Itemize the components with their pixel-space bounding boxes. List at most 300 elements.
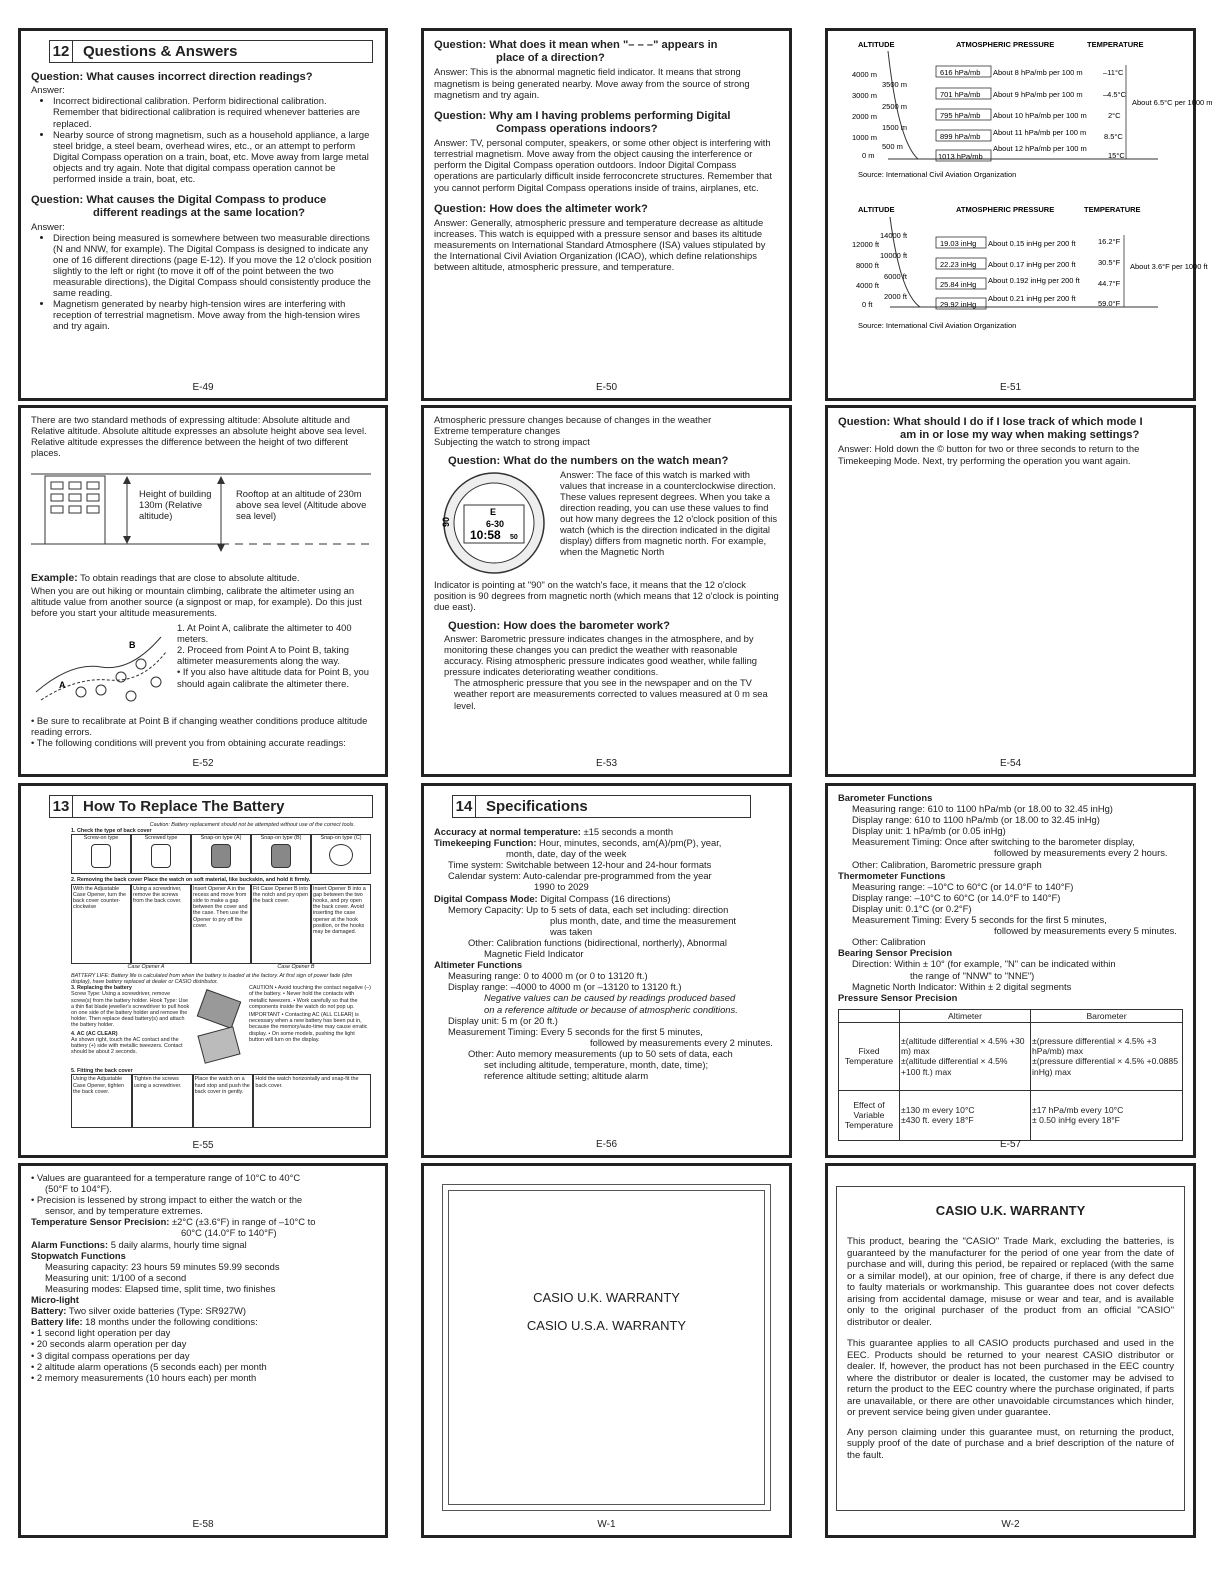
- spec-line: [434, 926, 779, 937]
- section-title: Questions & Answers: [83, 42, 238, 60]
- spec-line: [31, 1372, 375, 1383]
- spec-line: [838, 925, 1183, 936]
- spec-line: [838, 803, 1183, 814]
- spec-value: Memory Capacity: Up to 5 sets of data, each set including: direction: [448, 903, 729, 915]
- question: [434, 110, 779, 136]
- section-title: How To Replace The Battery: [83, 797, 285, 815]
- spec-value: • 2 altitude alarm operations (5 seconds each) per month: [31, 1360, 267, 1372]
- spec-line: [434, 904, 779, 915]
- question: [31, 194, 375, 220]
- spec-value: ±2°C (±3.6°F) in range of –10°C to: [169, 1216, 316, 1228]
- warranty-frame-inner: [448, 1190, 765, 1505]
- pressure-value: 19.03 inHg: [940, 239, 977, 248]
- spec-value: Measurement Timing: Every 5 seconds for the first 5 minutes,: [448, 1025, 703, 1037]
- spec-value: reference altitude setting; altitude alarm: [484, 1070, 649, 1082]
- removal-cell: Using a screwdriver, remove the screws from the back cover.: [131, 884, 191, 964]
- alt-label: 1500 m: [882, 123, 908, 132]
- spec-line: [838, 847, 1183, 858]
- intro-text: There are two standard methods of expressing altitude: Absolute altitude and Relative altitude. Absolute altitude expresses an absolute height above sea level. Relative altitude expresses the difference between the height of two different places.: [31, 414, 367, 459]
- spec-value: (50°F to 104°F).: [45, 1183, 112, 1195]
- spec-value: sensor, and by temperature extremes.: [45, 1205, 203, 1217]
- rate-label: About 0.21 inHg per 200 ft: [988, 294, 1076, 303]
- rate-label: About 12 hPa/mb per 100 m: [993, 144, 1087, 153]
- spec-line: [31, 1272, 375, 1283]
- question: Question: What do the numbers on the watch mean?: [448, 455, 729, 468]
- spec-value: plus month, date, and time the measurement: [550, 914, 737, 926]
- removal-cell: Insert Opener A in the recess and move from side to make a gap between the cover and the case. Then use the Opener to pry off the cover.: [191, 884, 251, 964]
- temp-value: –4.5°C: [1103, 90, 1127, 99]
- spec-line: [31, 1183, 375, 1194]
- page-number: E-56: [595, 1139, 618, 1151]
- trail-illustration: [31, 622, 171, 712]
- warranty-title: CASIO U.K. WARRANTY: [935, 1203, 1086, 1218]
- spec-value: 5 daily alarms, hourly time signal: [108, 1238, 247, 1250]
- spec-value: Other: Calibration, Barometric pressure graph: [852, 858, 1042, 870]
- alt-label: 0 m: [862, 151, 875, 160]
- spec-label: Thermometer Functions: [838, 869, 946, 881]
- alt-label: 2000 m: [852, 112, 878, 121]
- caution-text: CAUTION • Avoid touching the contact negative (–) of the battery. • Never hold the contacts with metallic tweezers. • Work carefully so that the components inside the watch do not pop up.: [249, 985, 371, 1010]
- spec-value: Digital Compass (16 directions): [537, 892, 671, 904]
- spec-line: [434, 959, 779, 970]
- point-b-label: B: [129, 640, 136, 651]
- step-item: • If you also have altitude data for Point B, you should again calibrate the altimeter there.: [177, 666, 369, 689]
- answer-bullet: • Nearby source of strong magnetism, such as a household appliance, a large steel bridge, a steel beam, overhead wires, etc., or an attempt to perform Digital Compass operation on a train, boat, etc. Move away from large metal objects and try again. Note that digital compass operation cannot be performed inside a train, boat, etc.: [53, 129, 375, 184]
- step-heading: 4. AC (AC CLEAR): [71, 1030, 118, 1037]
- rate-label: About 8 hPa/mb per 100 m: [993, 68, 1083, 77]
- cover-type-label: Snap-on type (A): [200, 835, 242, 842]
- spec-line: [838, 892, 1183, 903]
- spec-line: [838, 870, 1183, 881]
- spec-line: [838, 981, 1183, 992]
- spec-value: Display range: 610 to 1100 hPa/mb (or 18.00 to 32.45 inHg): [852, 814, 1100, 826]
- cover-type-label: Screwed type: [144, 835, 178, 842]
- pressure-value: 1013 hPa/mb: [938, 152, 983, 161]
- spec-value: Measuring range: 0 to 4000 m (or 0 to 13120 ft.): [448, 970, 648, 982]
- spec-value: Calendar system: Auto-calendar pre-programmed from the year: [448, 870, 712, 882]
- question: Question: What causes incorrect direction readings?: [31, 71, 313, 83]
- spec-value: Other: Calibration: [852, 936, 926, 948]
- building-windows: [51, 482, 99, 513]
- fitting-cell: Place the watch on a hard stop and push the back cover in gently.: [193, 1074, 254, 1128]
- spec-line: [434, 981, 779, 992]
- cover-type-label: Snap-on type (B): [260, 835, 302, 842]
- spec-label: Battery:: [31, 1305, 67, 1317]
- pressure-value: 701 hPa/mb: [940, 90, 981, 99]
- spec-line: [31, 1361, 375, 1372]
- spec-value: Direction: Within ± 10° (for example, "N" can be indicated within: [852, 958, 1116, 970]
- step-item: 1. At Point A, calibrate the altimeter to 400 meters.: [177, 622, 352, 645]
- answer-text: The atmospheric pressure that you see in the newspaper and on the TV weather report are measurements corrected to values measured at 0 m sea level.: [454, 677, 768, 711]
- spec-line: [434, 870, 779, 881]
- spec-line: [838, 859, 1183, 870]
- header-altitude: ALTITUDE: [858, 40, 895, 49]
- spec-value: ±15 seconds a month: [580, 826, 674, 837]
- spec-value: Time system: Switchable between 12-hour and 24-hour formats: [448, 859, 712, 871]
- tool-label: Case Opener A: [127, 963, 165, 970]
- warranty-paragraph: This guarantee applies to all CASIO products purchased and used in the EEC. Products should be returned to your nearest CASIO distributor or dealer. If, however, the product has not been purchased in the EEC country where the distributor or dealer is located, the customer may be advised to return the product to the EEC country where the purchase originated, if parts are unavailable, or there are other unavoidable circumstances which hinder, or prevent service being given under guarantee.: [847, 1338, 1174, 1419]
- caution-note: Caution: Battery replacement should not be attempted without use of the correct tools.: [149, 822, 355, 828]
- spec-line: [838, 914, 1183, 925]
- watch-face-illustration: [434, 469, 554, 579]
- answer-bullet: • Incorrect bidirectional calibration. Perform bidirectional calibration. Remember that bidirectional calibration is required whenever batteries are replaced.: [53, 95, 375, 128]
- cover-type-label: Screw-on type: [83, 835, 119, 842]
- cover-type-row: [71, 834, 371, 874]
- table-cell: ±17 hPa/mb every 10°C ± 0.50 inHg every 18°F: [1031, 1090, 1183, 1140]
- spec-line: [838, 881, 1183, 892]
- question-line: different readings at the same location?: [93, 207, 305, 220]
- pressure-value: 795 hPa/mb: [940, 111, 981, 120]
- spec-label: Accuracy at normal temperature:: [434, 826, 581, 837]
- example-body: When you are out hiking or mountain climbing, calibrate the altimeter using an altitude value from another source (a signpost or map, for example). Do this just before you start your altitude measurements.: [31, 584, 362, 618]
- question: [434, 39, 779, 65]
- answer-text: Indicator is pointing at "90" on the watch's face, it means that the 12 o'clock position is 90 degrees from magnetic north (which means that 12 o'clock is pointing due east).: [434, 578, 779, 612]
- cover-type: [71, 834, 131, 874]
- page-e53: [421, 405, 792, 777]
- spec-list: [434, 826, 779, 1081]
- header-temperature: TEMPERATURE: [1084, 205, 1141, 214]
- header-temperature: TEMPERATURE: [1087, 40, 1144, 49]
- lcd-time: 10:58: [470, 527, 501, 542]
- spec-value: on a reference altitude or because of atmospheric conditions.: [484, 1003, 738, 1015]
- spec-value: Display unit: 1 hPa/mb (or 0.05 inHg): [852, 825, 1006, 837]
- fitting-cell: Hold the watch horizontally and snap-fit the back cover.: [253, 1074, 371, 1128]
- spec-line: [31, 1205, 375, 1216]
- spec-line: [434, 837, 779, 848]
- answer-text: Answer: Generally, atmospheric pressure and temperature decrease as altitude increases. This watch is equipped with a pressure sensor and bases its altitude measurements on International Standard Atmosphere (ISA) values stipulated by the International Civil Aviation Organization (ICAO), which define relationships between altitude, atmospheric pressure, and temperature.: [434, 216, 766, 273]
- temp-value: 2°C: [1108, 111, 1121, 120]
- section-header: [49, 795, 373, 818]
- lcd-seconds: 50: [510, 533, 518, 541]
- spec-value: Two silver oxide batteries (Type: SR927W): [66, 1305, 247, 1317]
- spec-label: Micro-light: [31, 1294, 79, 1306]
- rate-label: About 9 hPa/mb per 100 m: [993, 90, 1083, 99]
- pressure-value: 616 hPa/mb: [940, 68, 981, 77]
- spec-value: • Values are guaranteed for a temperature range of 10°C to 40°C: [31, 1172, 301, 1183]
- spec-value: followed by measurements every 2 minutes.: [590, 1036, 773, 1048]
- step-heading: 1. Check the type of back cover: [71, 828, 152, 835]
- spec-line: [434, 1059, 779, 1070]
- spec-line: [434, 1048, 779, 1059]
- spec-line: [31, 1350, 375, 1361]
- spec-line: [838, 947, 1183, 958]
- page-e57: [825, 783, 1196, 1158]
- dial-90: 90: [441, 516, 451, 527]
- spec-value: Measurement Timing: Once after switching to the barometer display,: [852, 836, 1135, 848]
- spec-list: [838, 792, 1183, 1003]
- alt-label: 10000 ft: [880, 251, 908, 260]
- question: Question: How does the barometer work?: [448, 619, 670, 632]
- section-number: 12: [50, 41, 73, 62]
- page-number: E-53: [595, 758, 618, 770]
- alt-label: 1000 m: [852, 133, 878, 142]
- lcd-date: 6-30: [486, 518, 505, 529]
- answer-bullet: • Direction being measured is somewhere between two measurable directions (N and NNW, for example). The Digital Compass is designed to indicate any one of 16 different directions (page E-12). If you move the 12 o'clock position slightly to the left or right (to move it off of the point between the two measurable directions), the Digital Compass should consistently produce the same reading.: [53, 232, 375, 299]
- temp-value: 16.2°F: [1098, 237, 1121, 246]
- spec-value: month, date, day of the week: [506, 848, 627, 860]
- spec-line: [838, 792, 1183, 803]
- page-e50: [421, 28, 792, 401]
- section-header: [49, 40, 373, 63]
- question-line: Question: Why am I having problems performing Digital: [434, 109, 731, 122]
- spec-value: Negative values can be caused by readings produced based: [484, 992, 736, 1004]
- header-altitude: ALTITUDE: [858, 205, 895, 214]
- page-e58: [18, 1163, 388, 1538]
- building-icon: [45, 476, 105, 544]
- rate-label: About 11 hPa/mb per 100 m: [993, 128, 1087, 137]
- spec-line: [838, 814, 1183, 825]
- table-header: [839, 1009, 900, 1022]
- spec-line: [31, 1216, 375, 1227]
- question: Question: How does the altimeter work?: [434, 202, 648, 215]
- spec-value: Display unit: 0.1°C (or 0.2°F): [852, 902, 972, 914]
- spec-value: followed by measurements every 5 minutes.: [994, 925, 1177, 937]
- answer-label: Answer:: [31, 220, 65, 232]
- spec-value: • Precision is lessened by strong impact to either the watch or the: [31, 1194, 303, 1206]
- spec-line: [31, 1194, 375, 1205]
- lcd-mode: E: [490, 506, 497, 517]
- page-w1: [421, 1163, 792, 1538]
- alt-label: 2000 ft: [884, 292, 907, 301]
- page-e55: [18, 783, 388, 1158]
- rate-summary: About 6.5°C per 1000 m: [1132, 98, 1213, 107]
- spec-value: Hour, minutes, seconds, am(A)/pm(P), year,: [536, 837, 722, 849]
- cover-type: [191, 834, 251, 874]
- spec-value: Measurement Timing: Every 5 seconds for the first 5 minutes,: [852, 914, 1107, 926]
- spec-line: [434, 893, 779, 904]
- spec-line: [838, 936, 1183, 947]
- step-item: 2. Proceed from Point A to Point B, taking altimeter measurements along the way.: [177, 644, 349, 667]
- question-line: Question: What causes the Digital Compass to produce: [31, 194, 327, 207]
- spec-line: [434, 826, 779, 837]
- spec-line: [434, 948, 779, 959]
- spec-value: Measuring modes: Elapsed time, split time, two finishes: [45, 1282, 276, 1294]
- tool-label: Case Opener B: [277, 963, 315, 970]
- page-number: E-58: [192, 1519, 214, 1531]
- spec-value: 1990 to 2029: [534, 881, 589, 893]
- spec-line: [434, 992, 779, 1003]
- rate-label: About 0.17 inHg per 200 ft: [988, 260, 1076, 269]
- warranty-title-usa: CASIO U.S.A. WARRANTY: [526, 1318, 687, 1333]
- spec-value: set including altitude, temperature, month, date, time);: [484, 1058, 709, 1070]
- cover-type-label: Snap-on type (C): [320, 835, 362, 842]
- table-cell: Fixed Temperature: [839, 1022, 900, 1090]
- page-number: E-54: [999, 758, 1022, 770]
- source-note: Source: International Civil Aviation Organization: [858, 170, 1017, 179]
- condition-line: Subjecting the watch to strong impact: [434, 436, 590, 448]
- page-number: E-51: [999, 382, 1022, 394]
- table-cell: ±130 m every 10°C ±430 ft. every 18°F: [900, 1090, 1031, 1140]
- page-e51: [825, 28, 1213, 401]
- spec-label: Digital Compass Mode:: [434, 892, 538, 904]
- spec-line: [838, 825, 1183, 836]
- metric-rows: [936, 65, 1213, 161]
- spec-value: Measuring unit: 1/100 of a second: [45, 1271, 187, 1283]
- imperial-altitudes: [852, 231, 908, 309]
- alt-label: 4000 ft: [856, 281, 879, 290]
- pressure-value: 29.92 inHg: [940, 300, 977, 309]
- spec-line: [31, 1327, 375, 1338]
- alt-label: 2500 m: [882, 102, 908, 111]
- atmosphere-tables: [828, 31, 1213, 398]
- temp-value: –11°C: [1103, 68, 1124, 77]
- spec-label: Barometer Functions: [838, 792, 933, 803]
- section-number: 14: [453, 796, 476, 817]
- pressure-value: 899 hPa/mb: [940, 132, 981, 141]
- step-text: Screw Type: Using a screwdriver, remove screw(s) from the battery holder. Hook Type: Use a thin flat blade jeweller's screwdriver to pull hook on one side of the battery holder and remove the holder. Then replace dead battery(s) and attach the battery holder.: [71, 991, 190, 1029]
- section-title: Specifications: [486, 797, 588, 815]
- spec-line: [31, 1172, 375, 1183]
- cover-type: [131, 834, 191, 874]
- page-e54: [825, 405, 1196, 777]
- answer-text: Answer: TV, personal computer, speakers, or some other object is interfering with terrestrial magnetism. Move away from the object causing the interference or perform the Digital Compass operation outdoors. Indoor Digital Compass operations are particularly difficult inside ferroconcrete structures. Remember that you cannot perform Digital Compass operations inside of trains, airplanes, etc.: [434, 137, 772, 193]
- spec-value: • 1 second light operation per day: [31, 1327, 171, 1339]
- question-line: am in or lose my way when making settings?: [900, 429, 1140, 442]
- spec-line: [31, 1283, 375, 1294]
- spec-line: [838, 958, 1183, 969]
- answer-text: Answer: Barometric pressure indicates changes in the atmosphere, and by monitoring these changes you can predict the weather with reasonable accuracy. Rising atmospheric pressure indicates good weather, while falling pressure indicates deteriorating weather conditions.: [444, 633, 758, 678]
- spec-value: Measuring range: 610 to 1100 hPa/mb (or 18.00 to 32.45 inHg): [852, 803, 1113, 815]
- spec-label: Pressure Sensor Precision: [838, 991, 958, 1003]
- page-number: W-1: [597, 1519, 616, 1531]
- spec-line: [434, 1026, 779, 1037]
- answer-text: Answer: This is the abnormal magnetic field indicator. It means that strong magnetism is being generated nearby. Move away from the source of strong magnetism and try again.: [434, 66, 750, 100]
- page-number: E-49: [192, 382, 214, 394]
- page-number: E-55: [192, 1139, 214, 1151]
- spec-line: [434, 1037, 779, 1048]
- alt-label: 3000 m: [852, 91, 878, 100]
- removal-cell: Insert Opener B into a gap between the two hooks, and pry open the back cover. Avoid inserting the case opener at the hook position, or the hooks may be damaged.: [311, 884, 371, 964]
- spec-line: [31, 1338, 375, 1349]
- spec-line: [838, 970, 1183, 981]
- alt-label: 12000 ft: [852, 240, 880, 249]
- alt-label: 4000 m: [852, 70, 878, 79]
- spec-value: 18 months under the following conditions:: [82, 1316, 258, 1328]
- temp-value: 8.5°C: [1104, 132, 1123, 141]
- battery-life-note: BATTERY LIFE: Battery life is calculated from when the battery is loaded at the factory. At first sign of power fade (dim display), have battery replaced at dealer or CASIO distributor.: [71, 972, 353, 986]
- rate-label: About 10 hPa/mb per 100 m: [993, 111, 1087, 120]
- spec-line: [434, 848, 779, 859]
- spec-line: [434, 881, 779, 892]
- spec-line: [434, 937, 779, 948]
- spec-line: [31, 1316, 375, 1327]
- answer-list: [31, 95, 375, 184]
- section-number: 13: [50, 796, 73, 817]
- rate-label: About 0.192 inHg per 200 ft: [988, 276, 1080, 285]
- spec-label: Altimeter Functions: [434, 959, 523, 971]
- header-pressure: ATMOSPHERIC PRESSURE: [956, 40, 1055, 49]
- battery-illustration: [191, 985, 249, 1065]
- page-number: E-52: [192, 758, 214, 770]
- spec-value: • 3 digital compass operations per day: [31, 1349, 190, 1361]
- section-header: [452, 795, 751, 818]
- question-line: Compass operations indoors?: [496, 122, 658, 135]
- spec-line: [31, 1239, 375, 1250]
- spec-value: • 20 seconds alarm operation per day: [31, 1338, 187, 1350]
- step-text: As shown right, touch the AC contact and the battery (+) side with metallic tweezers. Contact should be about 2 seconds.: [71, 1036, 183, 1056]
- spec-line: [31, 1294, 375, 1305]
- spec-line: [838, 836, 1183, 847]
- rate-label: About 0.15 inHg per 200 ft: [988, 239, 1076, 248]
- page-e52: [18, 405, 388, 777]
- example-label: Example:: [31, 572, 78, 585]
- page-e56: [421, 783, 792, 1158]
- note-item: • The following conditions will prevent you from obtaining accurate readings:: [31, 737, 346, 749]
- table-header: Barometer: [1031, 1009, 1183, 1022]
- spec-value: Magnetic Field Indicator: [484, 948, 584, 960]
- spec-list: [31, 1172, 375, 1383]
- pressure-value: 22.23 inHg: [940, 260, 977, 269]
- spec-line: [31, 1250, 375, 1261]
- temp-value: 30.5°F: [1098, 258, 1121, 267]
- page-e49: [18, 28, 388, 401]
- point-a-label: A: [59, 680, 66, 691]
- question-line: Question: What should I do if I lose track of which mode I: [838, 416, 1143, 428]
- spec-line: [434, 859, 779, 870]
- spec-line: [434, 970, 779, 981]
- spec-label: Timekeeping Function:: [434, 837, 537, 849]
- question-line: Question: What does it mean when "– – –" appears in: [434, 39, 718, 51]
- fitting-cell: Using the Adjustable Case Opener, tighten the back cover.: [71, 1074, 132, 1128]
- warranty-title-uk: CASIO U.K. WARRANTY: [533, 1290, 680, 1305]
- note-item: • Be sure to recalibrate at Point B if changing weather conditions produce altitude reading errors.: [31, 715, 368, 738]
- answer-text: Answer: Hold down the © button for two or three seconds to return to the Timekeeping Mode. Next, try performing the operation you want again.: [838, 443, 1140, 466]
- step-heading: 3. Replacing the battery: [71, 985, 132, 992]
- alt-label: 14000 ft: [880, 231, 908, 240]
- answer-bullet: • Magnetism generated by nearby high-tension wires are interfering with reception of terrestrial magnetism. Move away from the high-tension wires and try again.: [53, 298, 375, 331]
- page-number: E-57: [999, 1139, 1022, 1151]
- spec-value: Magnetic North Indicator: Within ± 2 digital segments: [852, 980, 1072, 992]
- rate-summary: About 3.6°F per 1000 ft: [1130, 262, 1208, 271]
- answer-text: Answer: The face of this watch is marked with values that increase in a counterclockwise direction. These values represent degrees. When you take a direction reading, you can use these values to find out how many degrees the 12 o'clock position of this watch (which is the direction indicated in the digital display) differs from magnetic north. For example, when the Magnetic North: [560, 468, 778, 558]
- spec-value: followed by measurements every 2 hours.: [994, 847, 1168, 859]
- removal-cell: Fit Case Opener B into the notch and pry open the back cover.: [251, 884, 311, 964]
- spec-value: Display range: –4000 to 4000 m (or –13120 to 13120 ft.): [448, 981, 682, 993]
- temp-value: 15°C: [1108, 151, 1125, 160]
- spec-value: the range of "NNW" to "NNE"): [910, 969, 1035, 981]
- spec-label: Stopwatch Functions: [31, 1249, 126, 1261]
- step-heading: 2. Removing the back cover Place the watch on soft material, like buckskin, and hold it firmly.: [71, 877, 311, 884]
- spec-line: [838, 992, 1183, 1003]
- alt-label: 0 ft: [862, 300, 873, 309]
- rooftop-label: Rooftop at an altitude of 230m above sea level (Altitude above sea level): [236, 488, 367, 522]
- fitting-row: [71, 1074, 371, 1128]
- removal-cell: With the Adjustable Case Opener, turn the back cover counter-clockwise: [71, 884, 131, 964]
- temp-value: 44.7°F: [1098, 279, 1121, 288]
- spec-label: Temperature Sensor Precision:: [31, 1216, 170, 1228]
- spec-line: [31, 1261, 375, 1272]
- pressure-value: 25.84 inHg: [940, 280, 977, 289]
- precision-table: [838, 1009, 1183, 1141]
- source-note: Source: International Civil Aviation Organization: [858, 321, 1017, 330]
- spec-line: [838, 903, 1183, 914]
- page-w2: [825, 1163, 1196, 1538]
- building-label: Height of building 130m (Relative altitude): [139, 488, 212, 522]
- spec-value: Display unit: 5 m (or 20 ft.): [448, 1014, 558, 1026]
- fitting-cell: Tighten the screws using a screwdriver.: [132, 1074, 193, 1128]
- warranty-paragraph: This product, bearing the "CASIO" Trade Mark, excluding the batteries, is guaranteed by the manufacturer for the period of one year from the date of purchase and will, during this period, be repaired or replaced (with the same or a similar model), at our opinion, free of charge, if there is any defect due to faulty materials or workmanship. This guarantee does not cover defects arising from accidental damage, misuse or wear and tear, and is available only to the original purchaser of the product from an official "CASIO" distributor or dealer.: [847, 1236, 1174, 1328]
- cover-type: [251, 834, 311, 874]
- cover-type: [311, 834, 371, 874]
- warranty-frame: [836, 1186, 1185, 1511]
- spec-label: Alarm Functions:: [31, 1238, 109, 1250]
- warranty-paragraph: Any person claiming under this guarantee must, on returning the product, supply proof of the date of purchase and a brief description of the nature of the fault.: [847, 1426, 1174, 1461]
- spec-value: Display range: –10°C to 60°C (or 14.0°F to 140°F): [852, 891, 1061, 903]
- spec-value: 60°C (14.0°F to 140°F): [181, 1227, 277, 1239]
- spec-line: [434, 1004, 779, 1015]
- table-cell: Effect of Variable Temperature: [839, 1090, 900, 1140]
- step-heading: 5. Fitting the back cover: [71, 1068, 133, 1075]
